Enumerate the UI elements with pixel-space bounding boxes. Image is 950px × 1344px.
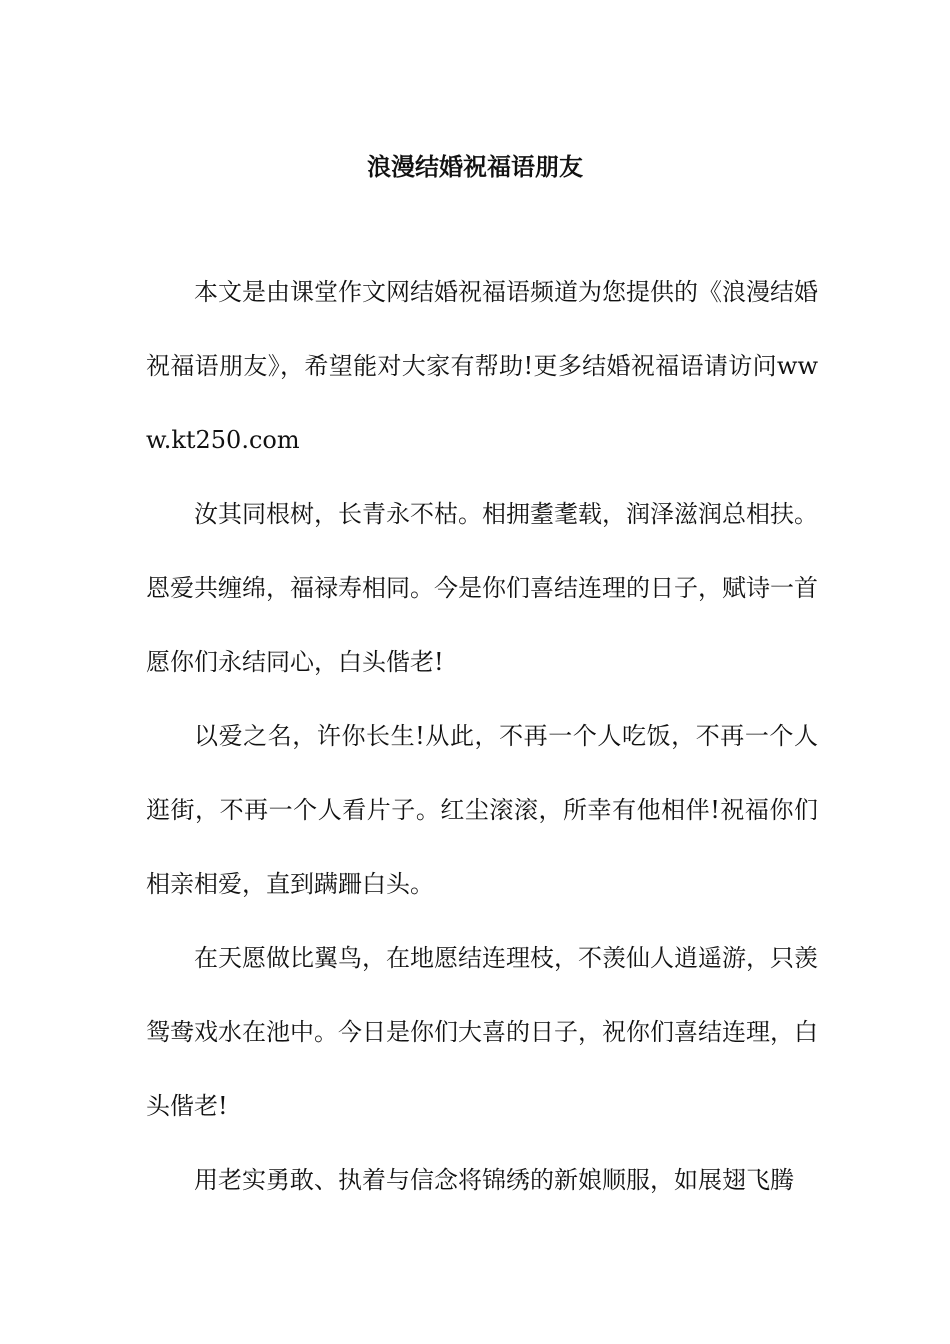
- paragraph-intro: 本文是由课堂作文网结婚祝福语频道为您提供的《浪漫结婚祝福语朋友》，希望能对大家有帮助!更多结婚祝福语请访问www.kt250.com: [146, 278, 818, 454]
- paragraph-blessing-2: 以爱之名，许你长生!从此，不再一个人吃饭，不再一个人逛街，不再一个人看片子。红尘滚滚，所幸有他相伴!祝福你们相亲相爱，直到蹒跚白头。: [146, 722, 818, 898]
- paragraph-blessing-4: 用老实勇敢、执着与信念将锦绣的新娘顺服，如展翅飞腾: [194, 1166, 794, 1194]
- paragraph-blessing-3: 在天愿做比翼鸟，在地愿结连理枝，不羡仙人逍遥游，只羡鸳鸯戏水在池中。今日是你们大喜的日子，祝你们喜结连理，白头偕老!: [146, 944, 818, 1120]
- document-title: 浪漫结婚祝福语朋友: [367, 152, 583, 182]
- document-body: [146, 255, 818, 1217]
- paragraph-blessing-1: 汝其同根树，长青永不枯。相拥耋耄载，润泽滋润总相扶。恩爱共缠绵，福禄寿相同。今是你们喜结连理的日子，赋诗一首愿你们永结同心，白头偕老!: [146, 500, 818, 676]
